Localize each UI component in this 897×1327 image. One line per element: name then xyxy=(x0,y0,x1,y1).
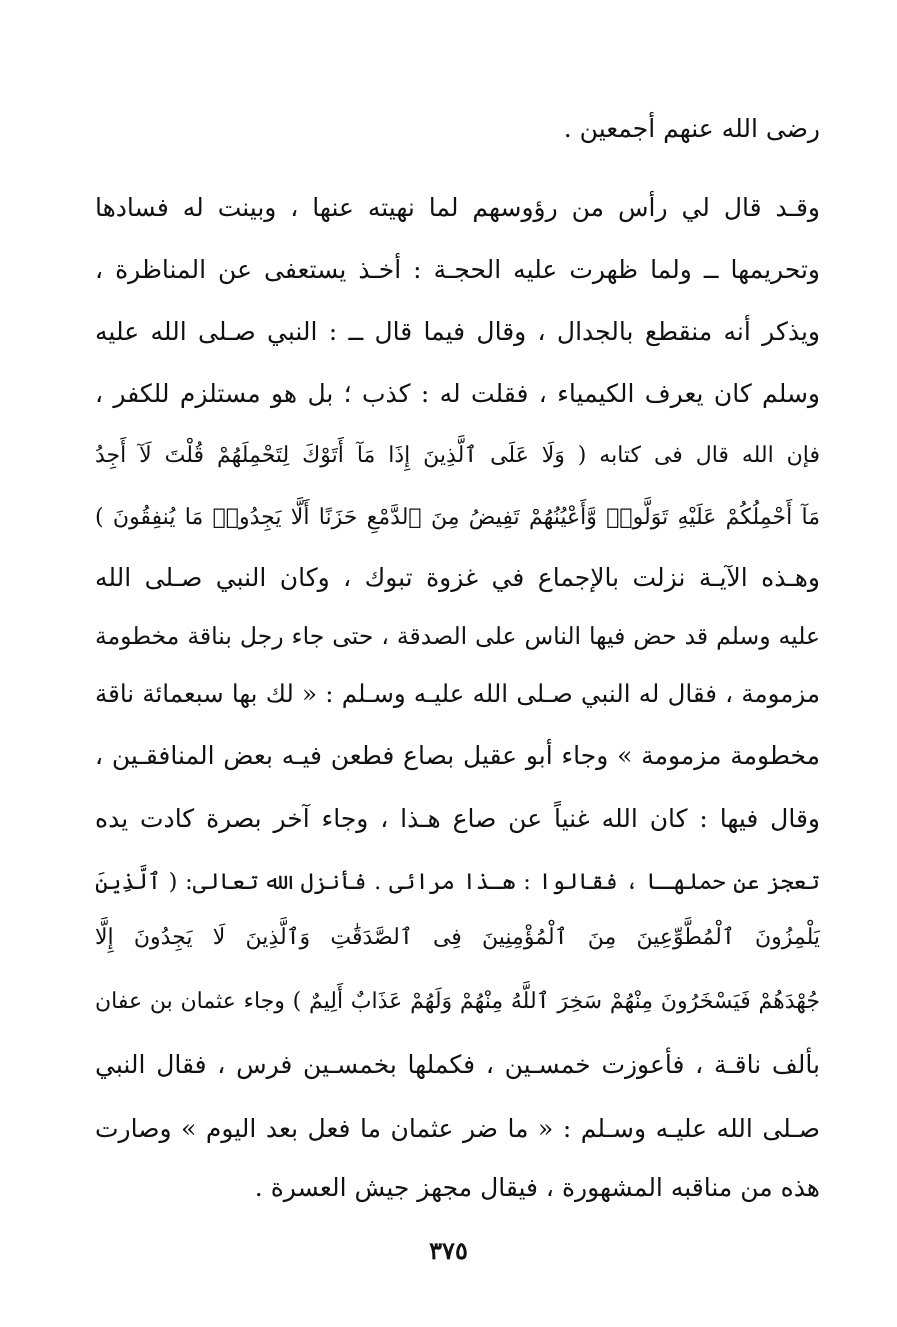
text-line-2: وقـد قال لي رأس من رؤوسهم لما نهيته عنها ، وبينت له فسادها xyxy=(95,193,820,222)
text-line-6: فإن الله قال فى كتابه ( وَلَا عَلَى ٱلَّذِينَ إِذَا مَآ أَتَوْكَ لِتَحْمِلَهُمْ قُلْتَ لَآ أَجِدُ xyxy=(95,443,820,468)
text-line-14: يَلْمِزُونَ ٱلْمُطَّوِّعِينَ مِنَ ٱلْمُؤْمِنِينَ فِى ٱلصَّدَقَٰتِ وَٱلَّذِينَ لَا يَجِدُونَ إِلَّا xyxy=(95,925,820,950)
text-line-4: ويذكر أنه منقطع بالجدال ، وقال فيما قال ــ : النبي صـلى الله عليه xyxy=(95,317,820,346)
page-number: ٣٧٥ xyxy=(429,1236,468,1265)
text-line-13: تعجز عن حملهـا ، فقالوا : هـذا مرائى . فأنزل الله تعالى: ( ٱلَّذِينَ xyxy=(95,869,820,895)
text-line-9: عليه وسلم قد حض فيها الناس على الصدقة ، حتى جاء رجل بناقة مخطومة xyxy=(95,622,820,650)
text-line-16: بألف ناقـة ، فأعوزت خمسـين ، فكملها بخمسـين فرس ، فقال النبي xyxy=(95,1050,820,1079)
text-line-5: وسلم كان يعرف الكيمياء ، فقلت له : كذب ؛ بل هو مستلزم للكفر ، xyxy=(95,379,820,408)
text-line-8: وهـذه الآيـة نزلت بالإجماع في غزوة تبوك ، وكان النبي صـلى الله xyxy=(95,563,820,592)
text-line-12: وقال فيها : كان الله غنياً عن صاع هـذا ، وجاء آخر بصرة كادت يده xyxy=(95,804,820,833)
text-line-15: جُهْدَهُمْ فَيَسْخَرُونَ مِنْهُمْ سَخِرَ ٱللَّهُ مِنْهُمْ وَلَهُمْ عَذَابٌ أَلِيمٌ ) وجاء عثمان بن عفان xyxy=(95,989,820,1014)
text-line-17: صـلى الله عليـه وسـلم : « ما ضر عثمان ما فعل بعد اليوم » وصارت xyxy=(95,1114,820,1143)
text-line-1: رضى الله عنهم أجمعين . xyxy=(563,114,820,143)
text-line-18: هذه من مناقبه المشهورة ، فيقال مجهز جيش العسرة . xyxy=(254,1173,820,1202)
text-line-10: مزمومة ، فقال له النبي صـلى الله عليـه وسـلم : « لك بها سبعمائة ناقة xyxy=(95,679,820,708)
text-line-3: وتحريمها ــ ولما ظهرت عليه الحجـة : أخـذ يستعفى عن المناظرة ، xyxy=(95,255,820,284)
text-line-11: مخطومة مزمومة » وجاء أبو عقيل بصاع فطعن فيـه بعض المنافقـين ، xyxy=(95,741,820,770)
text-line-7: مَآ أَحْمِلُكُمْ عَلَيْهِ تَوَلَّوا۟ وَّأَعْيُنُهُمْ تَفِيضُ مِنَ ٱلدَّمْعِ حَزَنًا أَلَّا يَجِدُوا۟ مَا يُنفِقُونَ ) xyxy=(95,505,820,530)
